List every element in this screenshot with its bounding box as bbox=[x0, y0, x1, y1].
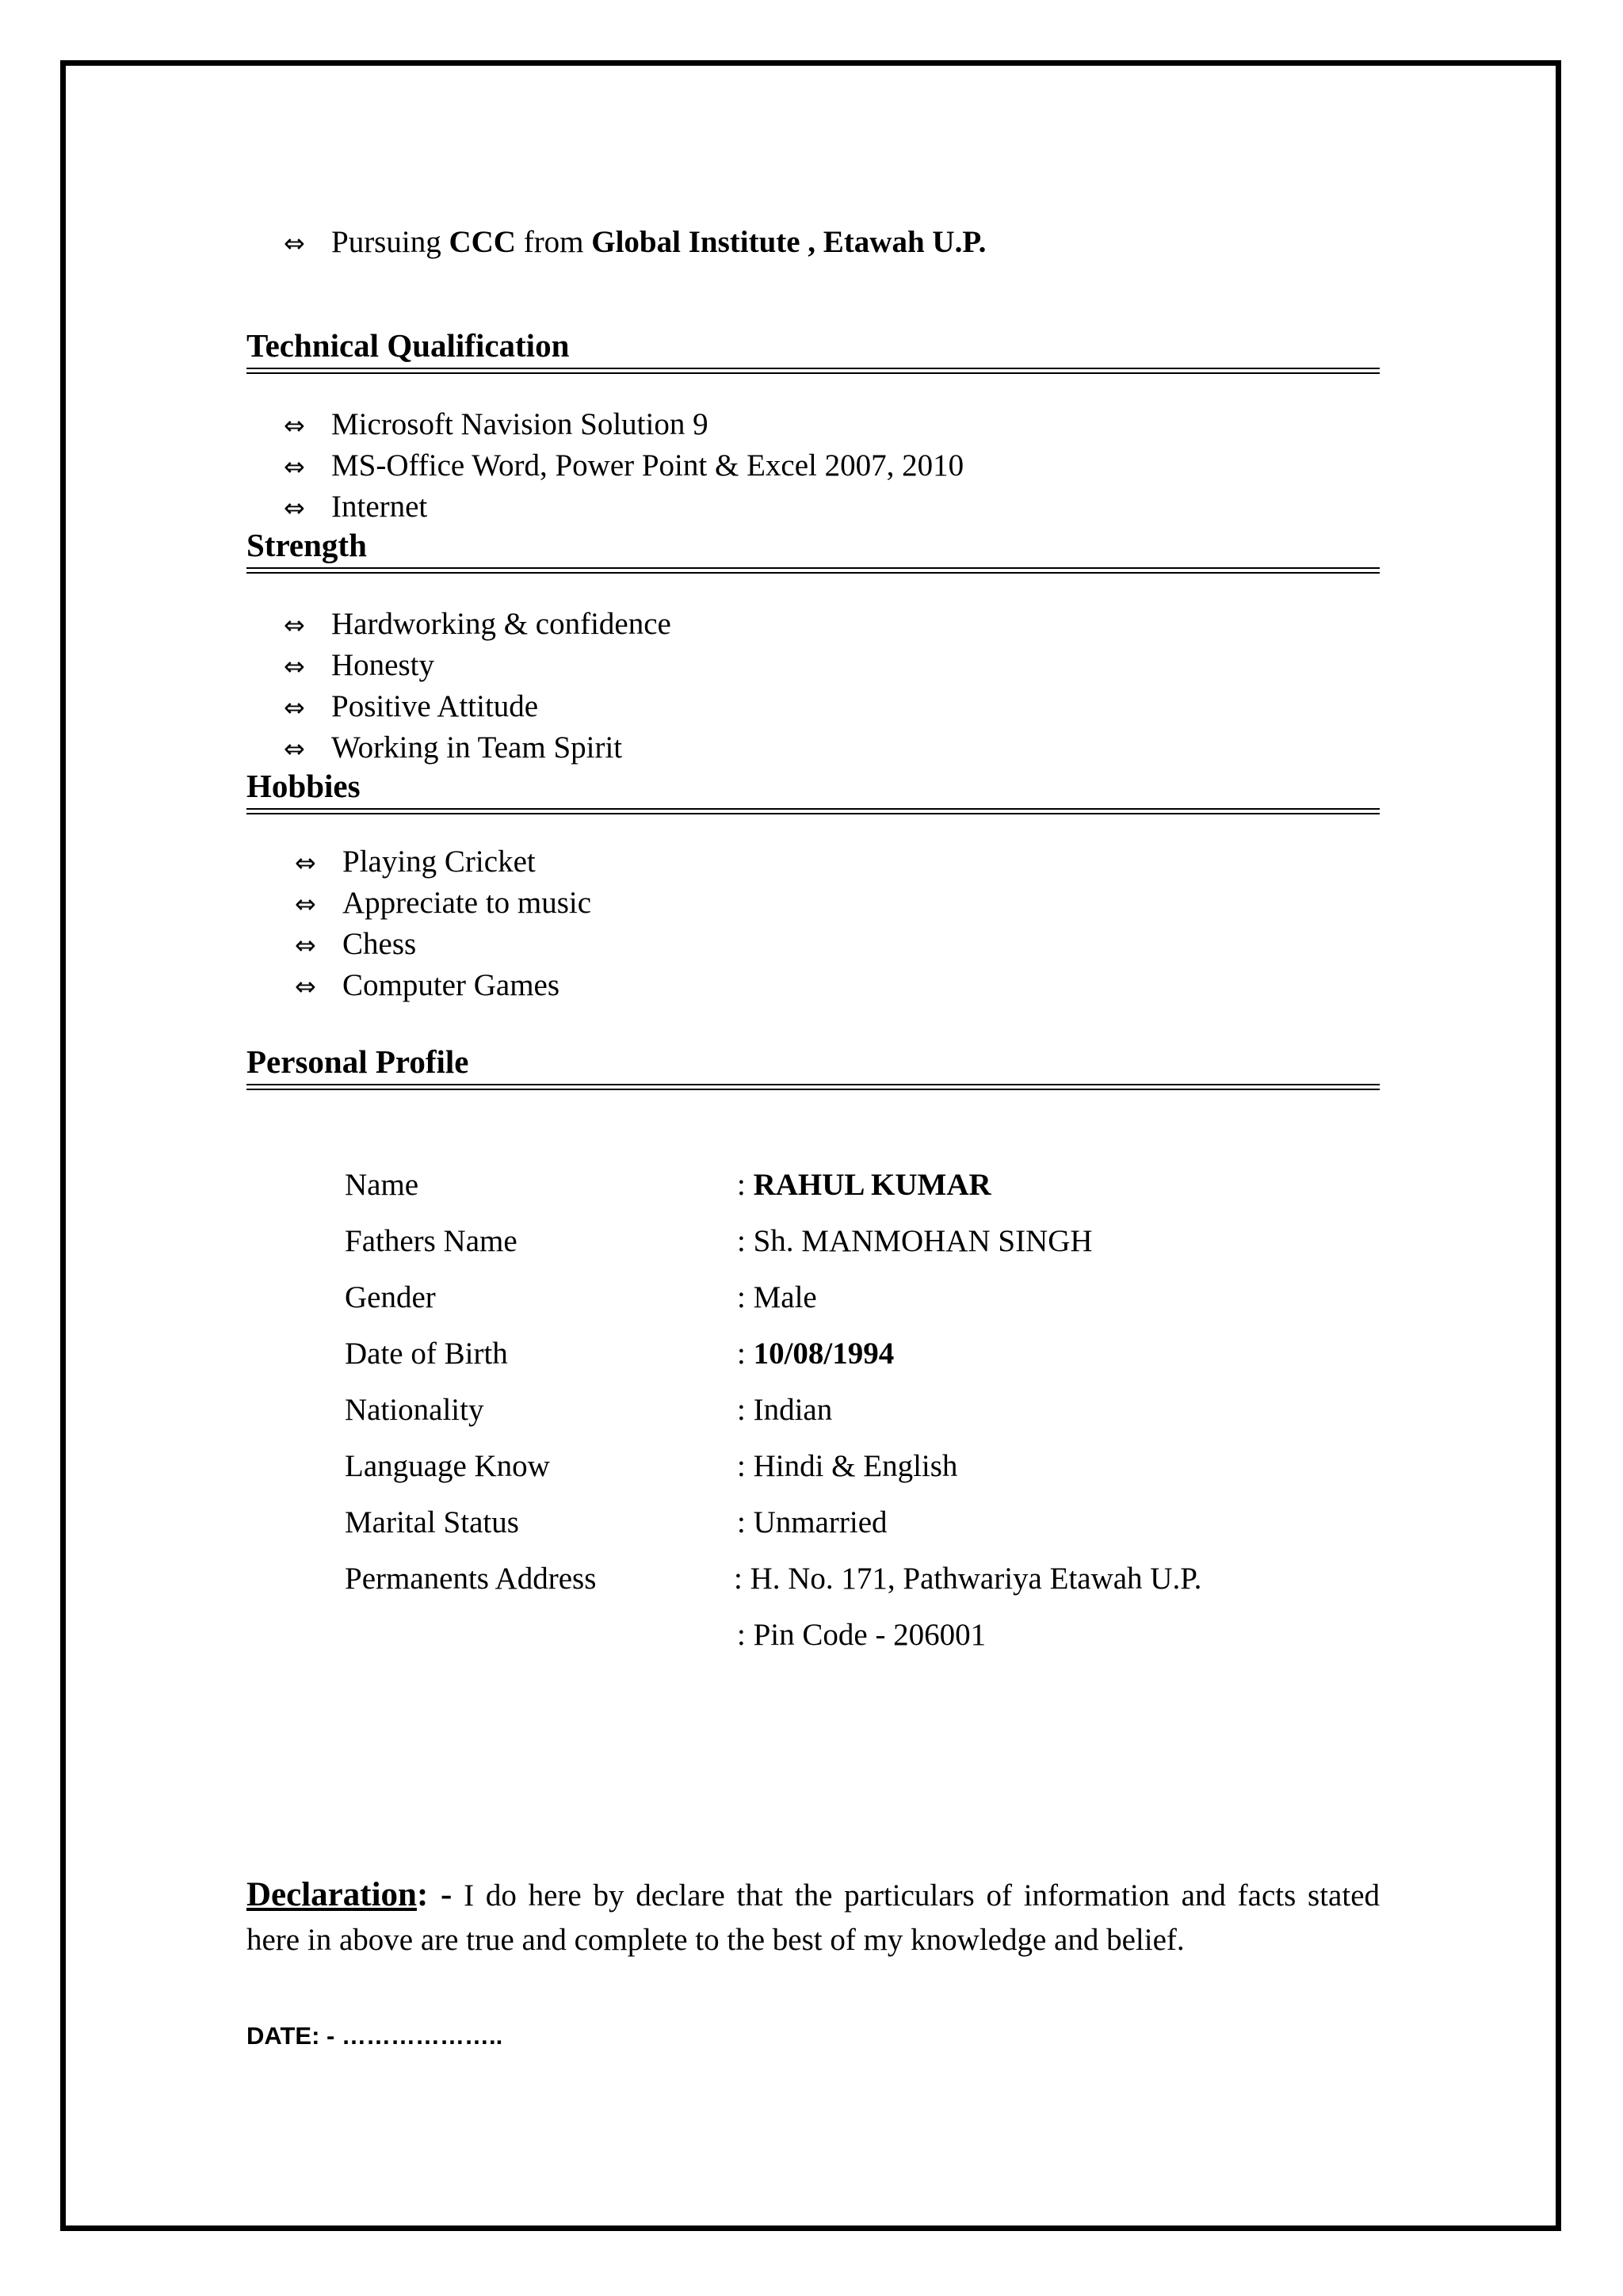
double-arrow-icon: ⇔ bbox=[284, 228, 305, 258]
education-item: ⇔ Pursuing CCC from Global Institute , Etawah U.P. bbox=[284, 222, 986, 264]
hobbies-rule bbox=[246, 808, 1380, 814]
technical-item: ⇔ MS-Office Word, Power Point & Excel 2007, 2010 bbox=[284, 445, 964, 487]
double-arrow-icon: ⇔ bbox=[284, 493, 305, 523]
hobby-item: ⇔ Playing Cricket bbox=[295, 841, 536, 883]
profile-value: : Sh. MANMOHAN SINGH bbox=[737, 1224, 1093, 1258]
profile-label: Gender bbox=[345, 1280, 436, 1314]
technical-rule bbox=[246, 368, 1380, 374]
double-arrow-icon: ⇔ bbox=[295, 971, 316, 1001]
profile-heading: Personal Profile bbox=[246, 1043, 469, 1080]
hobby-item: ⇔ Appreciate to music bbox=[295, 883, 591, 925]
strength-rule bbox=[246, 567, 1380, 574]
technical-item: ⇔ Microsoft Navision Solution 9 bbox=[284, 404, 708, 446]
double-arrow-icon: ⇔ bbox=[295, 889, 316, 919]
profile-value: : 10/08/1994 bbox=[737, 1337, 895, 1371]
date-line: DATE: - ……………….. bbox=[246, 2022, 503, 2050]
double-arrow-icon: ⇔ bbox=[284, 610, 305, 640]
profile-label: Name bbox=[345, 1168, 419, 1202]
declaration: Declaration: - I do here by declare that the particulars of information and facts stated here in above are true and complete to the best of my knowledge and belief. bbox=[246, 1876, 1381, 1957]
profile-label: Fathers Name bbox=[345, 1224, 517, 1258]
profile-value: : RAHUL KUMAR bbox=[737, 1168, 991, 1202]
double-arrow-icon: ⇔ bbox=[284, 692, 305, 723]
strength-heading: Strength bbox=[246, 527, 367, 563]
declaration-heading: Declaration bbox=[246, 1876, 417, 1913]
double-arrow-icon: ⇔ bbox=[284, 734, 305, 764]
hobby-item: ⇔ Computer Games bbox=[295, 965, 559, 1007]
profile-label: Marital Status bbox=[345, 1505, 519, 1539]
profile-value: : Pin Code - 206001 bbox=[737, 1618, 987, 1652]
profile-value: : Hindi & English bbox=[737, 1449, 958, 1483]
hobbies-heading: Hobbies bbox=[246, 768, 361, 804]
strength-item: ⇔ Honesty bbox=[284, 645, 434, 687]
technical-heading: Technical Qualification bbox=[246, 327, 570, 364]
strength-item: ⇔ Positive Attitude bbox=[284, 686, 538, 728]
double-arrow-icon: ⇔ bbox=[284, 651, 305, 681]
strength-item: ⇔ Working in Team Spirit bbox=[284, 727, 622, 769]
double-arrow-icon: ⇔ bbox=[295, 848, 316, 878]
technical-item: ⇔ Internet bbox=[284, 486, 427, 528]
profile-value: : Male bbox=[737, 1280, 817, 1314]
declaration-text: I do here by declare that the particulars of information and facts stated here in above are true and complete to the best of my knowledge and belief. bbox=[246, 1878, 1381, 1957]
double-arrow-icon: ⇔ bbox=[284, 452, 305, 482]
profile-value: : Indian bbox=[737, 1393, 833, 1427]
profile-label: Nationality bbox=[345, 1393, 484, 1427]
profile-rule bbox=[246, 1084, 1380, 1090]
profile-label: Permanents Address bbox=[345, 1562, 597, 1596]
hobby-item: ⇔ Chess bbox=[295, 924, 416, 966]
profile-value: : H. No. 171, Pathwariya Etawah U.P. bbox=[734, 1562, 1202, 1596]
profile-value: : Unmarried bbox=[737, 1505, 888, 1539]
double-arrow-icon: ⇔ bbox=[284, 410, 305, 441]
profile-label: Language Know bbox=[345, 1449, 550, 1483]
double-arrow-icon: ⇔ bbox=[295, 930, 316, 960]
profile-label: Date of Birth bbox=[345, 1337, 508, 1371]
strength-item: ⇔ Hardworking & confidence bbox=[284, 604, 671, 646]
